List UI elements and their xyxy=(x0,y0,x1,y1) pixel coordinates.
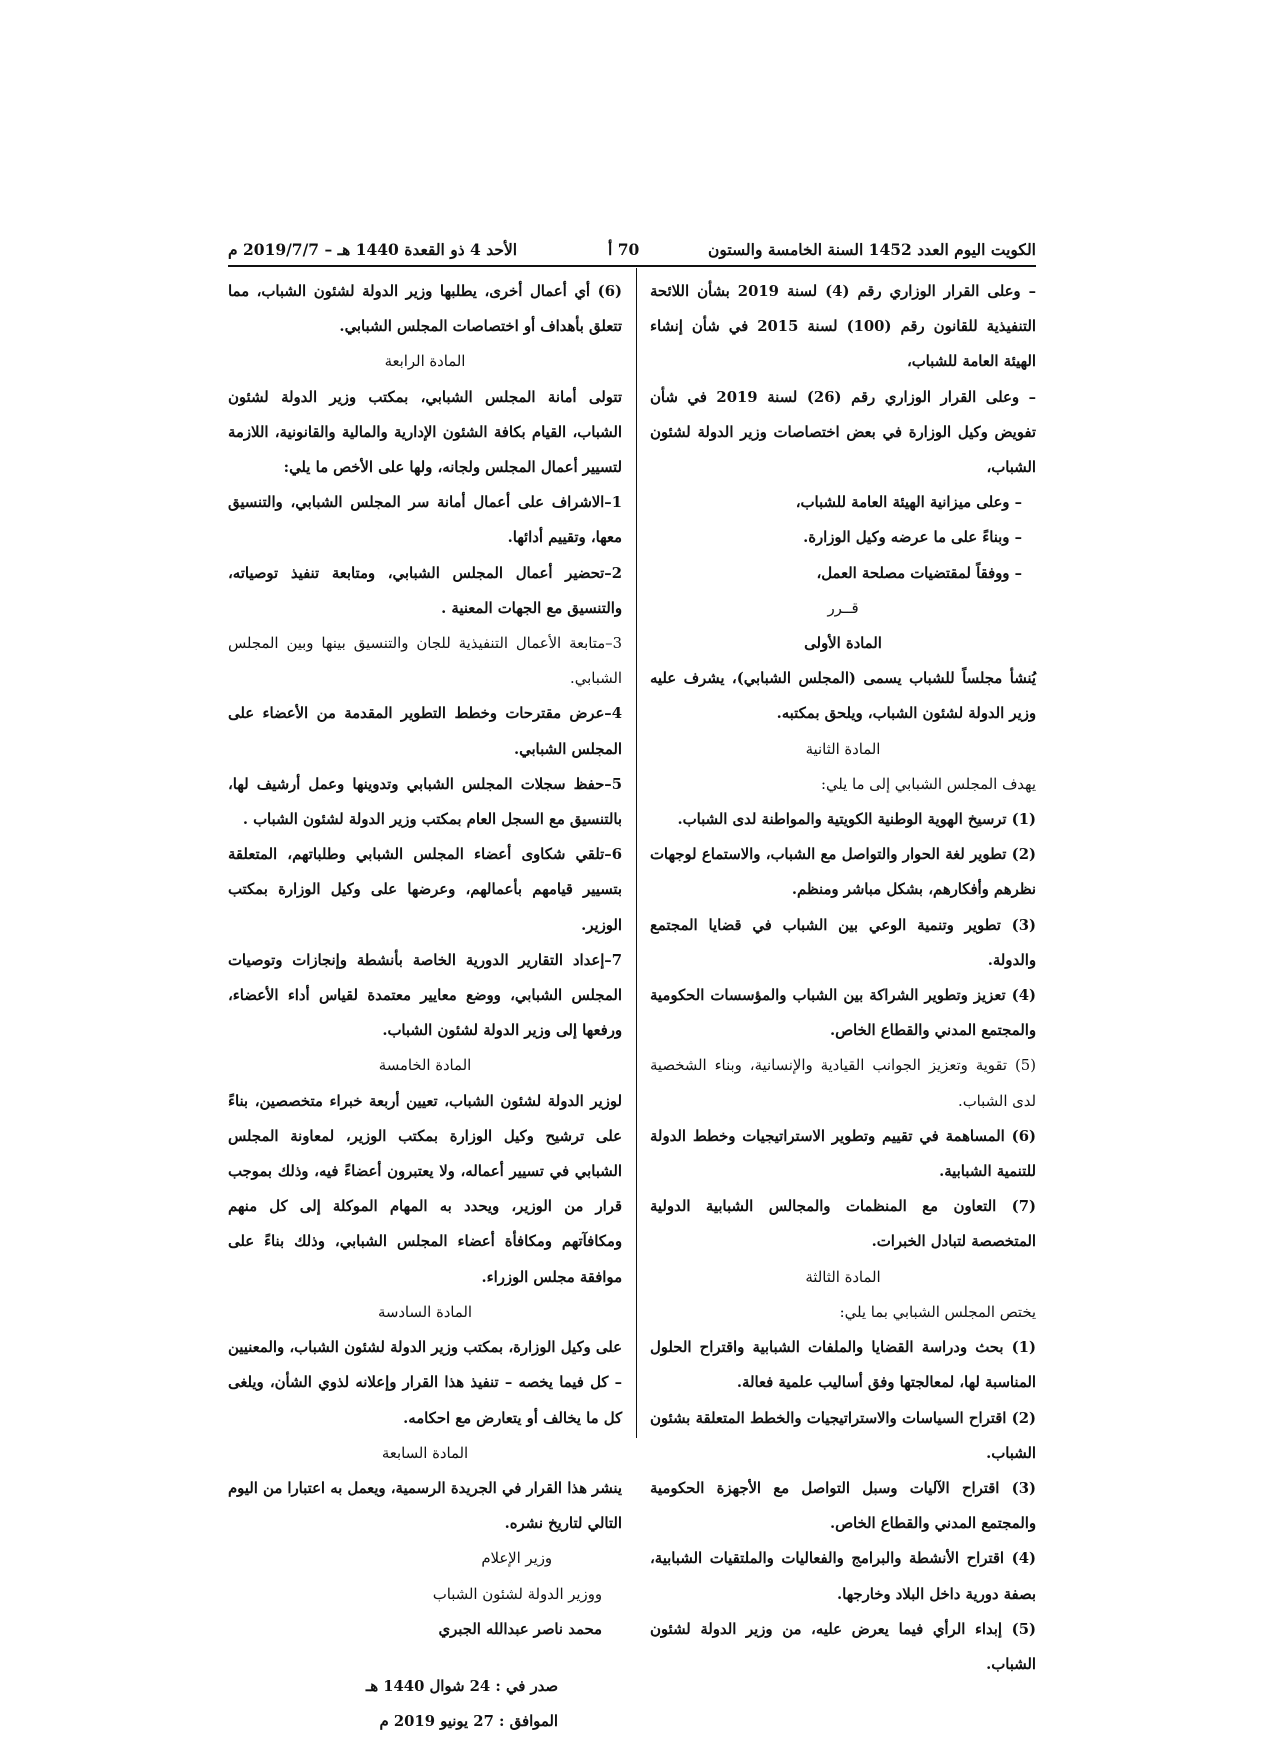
list-item: (2) تطوير لغة الحوار والتواصل مع الشباب، والاستماع لوجهات نظرهم وأفكارهم، بشكل مباشر ومنظم. xyxy=(650,846,1036,899)
list-item: (3) اقتراح الآليات وسبل التواصل مع الأجهزة الحكومية والمجتمع المدني والقطاع الخاص. xyxy=(650,1479,1036,1533)
article-text: لوزير الدولة لشئون الشباب، تعيين أربعة خبراء متخصصين، بناءً على ترشيح وكيل الوزارة بمكتب الوزير، لمعاونة المجلس الشبابي في تسيير أعماله، ولا يعتبرون أعضاءً فيه، وذلك بموجب قرار من الوزير، ويحدد به المهام الموكلة إلى كل منهم ومكافآتهم ومكافأة أعضاء المجلس الشبابي، وذلك بناءً على موافقة مجلس الوزراء. xyxy=(228,1092,622,1286)
signatory-name: محمد ناصر عبدالله الجبري xyxy=(438,1620,602,1638)
list-item: (5) إبداء الرأي فيما يعرض عليه، من وزير الدولة لشئون الشباب. xyxy=(650,1620,1036,1673)
article-title: المادة الأولى xyxy=(804,635,882,653)
article-title: المادة السادسة xyxy=(378,1303,472,1321)
issue-date: الأحد 4 ذو القعدة 1440 هـ – 2019/7/7 م xyxy=(228,240,518,259)
list-item: (7) التعاون مع المنظمات والمجالس الشبابية الدولية المتخصصة لتبادل الخبرات. xyxy=(650,1198,1036,1251)
issue-date-gregorian: الموافق : 27 يونيو 2019 م xyxy=(379,1713,558,1731)
preamble-clause: – وعلى ميزانية الهيئة العامة للشباب، xyxy=(795,494,1022,512)
list-item: (3) تطوير وتنمية الوعي بين الشباب في قضايا المجتمع والدولة. xyxy=(650,916,1036,969)
preamble-clause: – ووفقاً لمقتضيات مصلحة العمل، xyxy=(816,564,1022,582)
list-item: (4) تعزيز وتطوير الشراكة بين الشباب والمؤسسات الحكومية والمجتمع المدني والقطاع الخاص. xyxy=(650,987,1036,1040)
list-item: 4–عرض مقترحات وخطط التطوير المقدمة من الأعضاء على المجلس الشبابي. xyxy=(228,705,622,758)
list-item: (2) اقتراح السياسات والاستراتيجيات والخطط المتعلقة بشئون الشباب. xyxy=(650,1409,1036,1462)
list-item: (4) اقتراح الأنشطة والبرامج والفعاليات والملتقيات الشبابية، بصفة دورية داخل البلاد وخارجها. xyxy=(650,1550,1036,1603)
article-title: المادة الخامسة xyxy=(378,1057,472,1075)
article-text: ينشر هذا القرار في الجريدة الرسمية، ويعمل به اعتبارا من اليوم التالي لتاريخ نشره. xyxy=(228,1479,622,1533)
page-number: 70 أ xyxy=(608,240,640,259)
list-item: 3–متابعة الأعمال التنفيذية للجان والتنسيق بينها وبين المجلس الشبابي. xyxy=(228,635,622,688)
article-title: المادة السابعة xyxy=(381,1444,469,1462)
issue-date-hijri: صدر في : 24 شوال 1440 هـ xyxy=(365,1677,558,1695)
gazette-issue-info: الكويت اليوم العدد 1452 السنة الخامسة والستون xyxy=(708,240,1036,259)
signature-spacer xyxy=(228,1647,622,1669)
list-item: (5) تقوية وتعزيز الجوانب القيادية والإنسانية، وبناء الشخصية لدى الشباب. xyxy=(650,1057,1036,1110)
preamble-clause: – وبناءً على ما عرضه وكيل الوزارة. xyxy=(803,529,1022,547)
list-item: (1) بحث ودراسة القضايا والملفات الشبابية واقتراح الحلول المناسبة لها، لمعالجتها وفق أساليب علمية فعالة. xyxy=(650,1339,1036,1392)
list-item: (6) المساهمة في تقييم وتطوير الاستراتيجيات وخطط الدولة للتنمية الشبابية. xyxy=(650,1127,1036,1181)
decision-heading: قــرر xyxy=(827,599,859,617)
list-item: 2–تحضير أعمال المجلس الشبابي، ومتابعة تنفيذ توصياته، والتنسيق مع الجهات المعنية . xyxy=(228,564,622,617)
article-title: المادة الثالثة xyxy=(805,1268,881,1286)
page-header xyxy=(228,240,1036,262)
list-item: 5–حفظ سجلات المجلس الشبابي وتدوينها وعمل أرشيف لها، بالتنسيق مع السجل العام بمكتب وزير الدولة لشئون الشباب . xyxy=(228,775,622,829)
article-intro: يختص المجلس الشبابي بما يلي: xyxy=(839,1303,1036,1321)
list-item: 7–إعداد التقارير الدورية الخاصة بأنشطة وإنجازات وتوصيات المجلس الشبابي، ووضع معايير معتمدة لقياس أداء الأعضاء، ورفعها إلى وزير الدولة لشئون الشباب. xyxy=(228,951,622,1040)
article-text: تتولى أمانة المجلس الشبابي، بمكتب وزير الدولة لشئون الشباب، القيام بكافة الشئون الإدارية والمالية والقانونية، اللازمة لتسيير أعمال المجلس ولجانه، ولها على الأخص ما يلي: xyxy=(228,388,622,477)
right-column xyxy=(650,274,1036,1682)
article-text: على وكيل الوزارة، بمكتب وزير الدولة لشئون الشباب، والمعنيين – كل فيما يخصه – تنفيذ هذا القرار وإعلانه لذوي الشأن، ويلغى كل ما يخالف أو يتعارض مع احكامه. xyxy=(228,1339,622,1427)
list-item: (1) ترسيخ الهوية الوطنية الكويتية والمواطنة لدى الشباب. xyxy=(677,811,1036,829)
article-intro: يهدف المجلس الشبابي إلى ما يلي: xyxy=(820,775,1036,793)
article-text: يُنشأ مجلساً للشباب يسمى (المجلس الشبابي)، يشرف عليه وزير الدولة لشئون الشباب، ويلحق بمكتبه. xyxy=(650,670,1036,723)
list-item: (6) أي أعمال أخرى، يطلبها وزير الدولة لشئون الشباب، مما تتعلق بأهداف أو اختصاصات المجلس الشبابي. xyxy=(228,283,622,336)
column-divider xyxy=(636,268,637,1438)
list-item: 6–تلقي شكاوى أعضاء المجلس الشبابي وطلباتهم، المتعلقة بتسيير قيامهم بأعمالهم، وعرضها على وكيل الوزارة بمكتب الوزير. xyxy=(228,846,622,934)
article-title: المادة الثانية xyxy=(805,740,881,758)
preamble-clause: – وعلى القرار الوزاري رقم (26) لسنة 2019 في شأن تفويض وكيل الوزارة في بعض اختصاصات وزير الدولة لشئون الشباب، xyxy=(650,388,1037,477)
signatory-title: وزير الإعلام xyxy=(481,1550,552,1568)
left-column xyxy=(228,274,622,1739)
signatory-title: ووزير الدولة لشئون الشباب xyxy=(432,1585,602,1603)
article-title: المادة الرابعة xyxy=(384,353,466,371)
list-item: 1–الاشراف على أعمال أمانة سر المجلس الشبابي، والتنسيق معها، وتقييم أدائها. xyxy=(228,494,622,547)
preamble-clause: – وعلى القرار الوزاري رقم (4) لسنة 2019 بشأن اللائحة التنفيذية للقانون رقم (100) لسنة 2015 في شأن إنشاء الهيئة العامة للشباب، xyxy=(650,283,1036,371)
header-rule xyxy=(228,265,1036,267)
